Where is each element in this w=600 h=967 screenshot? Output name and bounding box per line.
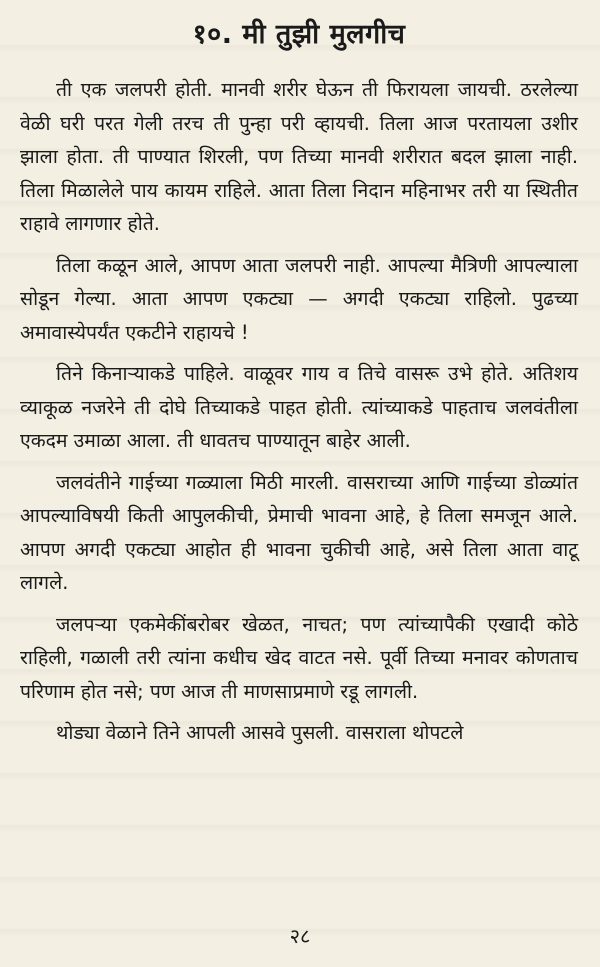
chapter-title: १०. मी तुझी मुलगीच	[192, 19, 406, 50]
paragraph-3: तिने किनाऱ्याकडे पाहिले. वाळूवर गाय व तिचे वासरू उभे होते. अतिशय व्याकूळ नजरेने ती दोघे तिच्याकडे पाहत होती. त्यांच्याकडे पाहताच जलवंतीला एकदम उमाळा आला. ती धावतच पाण्यातून बाहेर आली.	[20, 362, 578, 452]
paragraph-2: तिला कळून आले, आपण आता जलपरी नाही. आपल्या मैत्रिणी आपल्याला सोडून गेल्या. आता आपण एकट्या — अगदी एकट्या राहिलो. पुढच्या अमावास्येपर्यंत एकटीने राहायचे !	[20, 253, 578, 344]
paragraph-4: जलवंतीने गाईच्या गळ्याला मिठी मारली. वासराच्या आणि गाईच्या डोळ्यांत आपल्याविषयी किती आपुलकीची, प्रेमाची भावना आहे, हे तिला समजून आले. आपण अगदी एकट्या आहोत ही भावना चुकीची आहे, असे तिला आता वाटू लागले.	[20, 470, 578, 594]
page-number: २८	[289, 924, 311, 948]
paragraph-1: ती एक जलपरी होती. मानवी शरीर घेऊन ती फिरायला जायची. ठरलेल्या वेळी घरी परत गेली तरच ती पुन्हा परी व्हायची. तिला आज परतायला उशीर झाला होता. ती पाण्यात शिरली, पण तिच्या मानवी शरीरात बदल झाला नाही. तिला मिळालेले पाय कायम राहिले. आता तिला निदान महिनाभर तरी या स्थितीत राहावे लागणार होते.	[20, 78, 578, 235]
paragraph-5: जलपऱ्या एकमेकींबरोबर खेळत, नाचत; पण त्यांच्यापैकी एखादी कोठे राहिली, गळाली तरी त्यांना कधीच खेद वाटत नसे. पूर्वी तिच्या मनावर कोणताच परिणाम होत नसे; पण आज ती माणसाप्रमाणे रडू लागली.	[20, 612, 578, 703]
paragraph-6: थोड्या वेळाने तिने आपली आसवे पुसली. वासराला थोपटले	[56, 721, 464, 744]
